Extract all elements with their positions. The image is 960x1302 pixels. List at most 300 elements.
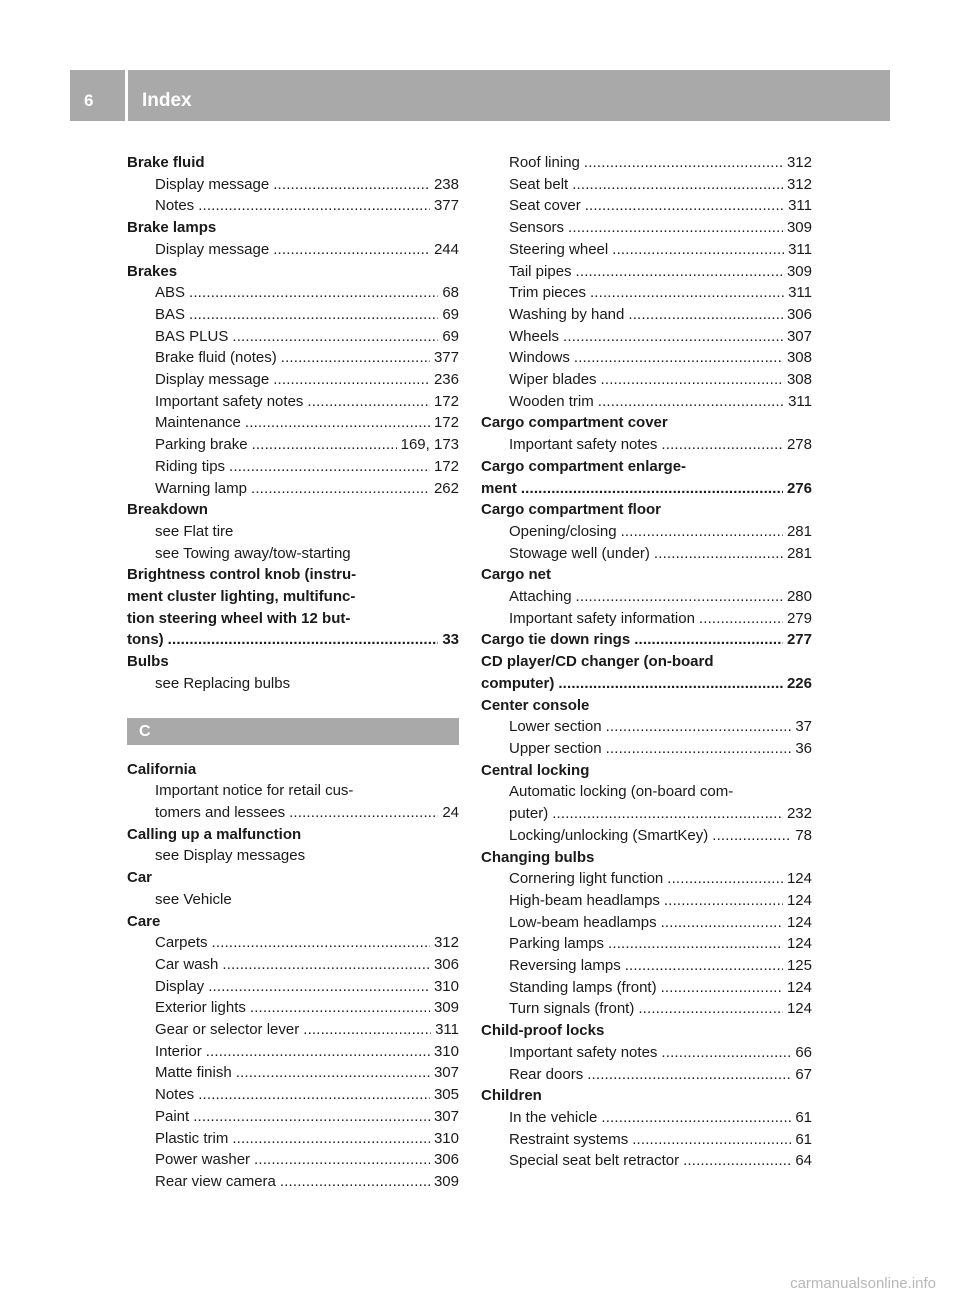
entry-label: Display message <box>155 240 270 258</box>
entry-label: Carpets <box>155 934 208 952</box>
index-entry <box>481 326 812 348</box>
page-reference: 36 <box>795 739 812 757</box>
index-entry <box>481 1129 812 1151</box>
page-reference: 124 <box>786 1000 812 1018</box>
header-divider <box>125 70 128 121</box>
entry-label: Special seat belt retractor <box>509 1152 680 1170</box>
index-entry <box>127 304 459 326</box>
page-reference: 61 <box>795 1108 812 1126</box>
entry-label: Cargo net <box>481 566 552 584</box>
dot-leader <box>608 933 783 955</box>
page-reference: 307 <box>786 327 812 345</box>
index-heading <box>127 564 459 586</box>
dot-leader <box>625 955 783 977</box>
page-reference: 232 <box>786 805 812 823</box>
page-reference: 311 <box>788 197 812 215</box>
index-entry <box>481 998 812 1020</box>
entry-label: see Replacing bulbs <box>155 674 291 692</box>
entry-label: see Flat tire <box>155 522 234 540</box>
entry-label: Paint <box>155 1107 190 1125</box>
entry-label: Turn signals (front) <box>509 1000 635 1018</box>
index-entry <box>127 802 459 824</box>
index-heading <box>127 152 459 174</box>
index-entry <box>481 868 812 890</box>
page-reference: 308 <box>786 349 812 367</box>
index-column-right <box>481 152 812 1172</box>
entry-label: Brightness control knob (instru- <box>127 566 357 584</box>
index-entry <box>127 845 459 867</box>
entry-label: Tail pipes <box>509 262 572 280</box>
entry-label: Important safety information <box>509 609 695 627</box>
entry-label: tomers and lessees <box>155 803 286 821</box>
index-heading <box>481 760 812 782</box>
index-heading <box>127 911 459 933</box>
page-reference: 306 <box>786 305 812 323</box>
index-entry <box>127 997 459 1019</box>
dot-leader <box>198 1084 430 1106</box>
page-reference: 78 <box>795 826 812 844</box>
page-number: 6 <box>84 91 94 110</box>
page-reference: 377 <box>433 197 459 215</box>
index-entry <box>127 282 459 304</box>
entry-label: Cargo compartment floor <box>481 501 662 519</box>
dot-leader <box>590 282 784 304</box>
dot-leader <box>661 977 783 999</box>
page-reference: 169, 173 <box>400 436 459 454</box>
page-reference: 37 <box>795 718 812 736</box>
dot-leader <box>572 174 783 196</box>
dot-leader <box>281 347 430 369</box>
dot-leader <box>254 1149 430 1171</box>
page-reference: 310 <box>433 1129 459 1147</box>
page-reference: 24 <box>442 803 459 821</box>
entry-label: Plastic trim <box>155 1129 229 1147</box>
page-reference: 172 <box>433 392 459 410</box>
dot-leader <box>634 629 783 651</box>
entry-label: Windows <box>509 349 570 367</box>
entry-label: tons) <box>127 631 164 649</box>
index-entry <box>481 282 812 304</box>
index-entry <box>127 1062 459 1084</box>
dot-leader <box>168 629 439 651</box>
page-reference: 309 <box>786 219 812 237</box>
entry-label: Display <box>155 977 205 995</box>
page-reference: 281 <box>786 522 812 540</box>
index-entry <box>481 434 812 456</box>
index-entry <box>127 521 459 543</box>
index-entry <box>481 933 812 955</box>
index-entry <box>127 1106 459 1128</box>
index-entry <box>127 932 459 954</box>
page-reference: 311 <box>788 392 812 410</box>
index-entry <box>481 543 812 565</box>
dot-leader <box>632 1129 791 1151</box>
index-entry <box>127 195 459 217</box>
index-entry <box>127 1019 459 1041</box>
index-entry <box>481 521 812 543</box>
dot-leader <box>638 998 783 1020</box>
dot-leader <box>289 802 438 824</box>
dot-leader <box>303 1019 431 1041</box>
entry-label: Cornering light function <box>509 870 664 888</box>
page-reference: 279 <box>786 609 812 627</box>
dot-leader <box>552 803 783 825</box>
index-entry <box>127 780 459 802</box>
entry-label: computer) <box>481 674 555 692</box>
index-heading <box>127 824 459 846</box>
dot-leader <box>273 369 430 391</box>
entry-label: Exterior lights <box>155 999 246 1017</box>
dot-leader <box>208 976 430 998</box>
dot-leader <box>612 239 784 261</box>
watermark: carmanualsonline.info <box>790 1275 936 1292</box>
entry-label: Display message <box>155 175 270 193</box>
dot-leader <box>250 997 430 1019</box>
page-reference: 124 <box>786 913 812 931</box>
index-heading <box>481 412 812 434</box>
entry-label: Wooden trim <box>509 392 594 410</box>
dot-leader <box>193 1106 430 1128</box>
dot-leader <box>654 543 783 565</box>
index-entry <box>127 673 459 695</box>
page-reference: 124 <box>786 870 812 888</box>
entry-label: Central locking <box>481 761 590 779</box>
index-entry <box>127 1149 459 1171</box>
dot-leader <box>521 478 783 500</box>
index-heading <box>127 759 459 781</box>
index-heading <box>481 1085 812 1107</box>
dot-leader <box>661 434 783 456</box>
page-reference: 281 <box>786 544 812 562</box>
dot-leader <box>683 1150 791 1172</box>
dot-leader <box>273 239 430 261</box>
page-header <box>70 70 890 121</box>
entry-label: Cargo compartment cover <box>481 414 668 432</box>
page-reference: 61 <box>795 1130 812 1148</box>
page-reference: 312 <box>433 934 459 952</box>
dot-leader <box>229 456 430 478</box>
entry-label: ment cluster lighting, multifunc- <box>127 588 356 606</box>
page-reference: 125 <box>786 957 812 975</box>
index-entry <box>481 912 812 934</box>
page-reference: 277 <box>786 631 812 649</box>
index-entry <box>127 391 459 413</box>
entry-label: Rear view camera <box>155 1172 276 1190</box>
page-reference: 69 <box>442 305 459 323</box>
page-reference: 67 <box>795 1065 812 1083</box>
page-reference: 244 <box>433 240 459 258</box>
page-reference: 311 <box>435 1021 459 1039</box>
entry-label: see Display messages <box>155 847 306 865</box>
entry-label: Lower section <box>509 718 602 736</box>
entry-label: Automatic locking (on-board com- <box>509 783 734 801</box>
entry-label: puter) <box>509 805 549 823</box>
index-heading <box>127 867 459 889</box>
page-reference: 306 <box>433 1151 459 1169</box>
entry-label: High-beam headlamps <box>509 891 660 909</box>
entry-label: Car wash <box>155 955 219 973</box>
index-heading <box>481 478 812 500</box>
entry-label: ment <box>481 479 517 497</box>
index-entry <box>127 954 459 976</box>
entry-label: Breakdown <box>127 501 208 519</box>
index-heading <box>481 629 812 651</box>
dot-leader <box>587 1064 791 1086</box>
entry-label: Important safety notes <box>509 1043 658 1061</box>
index-entry <box>481 738 812 760</box>
page-reference: 236 <box>433 371 459 389</box>
dot-leader <box>601 1107 791 1129</box>
entry-label: Changing bulbs <box>481 848 595 866</box>
dot-leader <box>273 174 430 196</box>
index-entry <box>127 1041 459 1063</box>
index-column-left <box>127 152 459 1193</box>
entry-label: California <box>127 760 197 778</box>
page-reference: 172 <box>433 457 459 475</box>
index-heading <box>481 1020 812 1042</box>
dot-leader <box>252 434 397 456</box>
index-entry <box>481 304 812 326</box>
page-reference: 278 <box>786 436 812 454</box>
dot-leader <box>606 716 792 738</box>
index-entry <box>127 976 459 998</box>
index-entry <box>127 239 459 261</box>
entry-label: see Vehicle <box>155 890 232 908</box>
index-entry <box>481 716 812 738</box>
entry-label: Important safety notes <box>509 436 658 454</box>
entry-label: see Towing away/tow-starting <box>155 544 351 562</box>
dot-leader <box>606 738 792 760</box>
entry-label: Parking lamps <box>509 935 605 953</box>
index-entry <box>481 781 812 803</box>
index-entry <box>127 174 459 196</box>
entry-label: BAS PLUS <box>155 327 229 345</box>
entry-label: Low-beam headlamps <box>509 913 657 931</box>
entry-label: Brake fluid <box>127 154 205 171</box>
index-entry <box>127 478 459 500</box>
section-letter-header: C <box>127 718 459 745</box>
index-entry <box>127 889 459 911</box>
page-reference: 68 <box>442 284 459 302</box>
page-reference: 124 <box>786 978 812 996</box>
page-reference: 262 <box>433 479 459 497</box>
entry-label: Power washer <box>155 1151 251 1169</box>
dot-leader <box>585 195 784 217</box>
page-reference: 309 <box>786 262 812 280</box>
index-entry <box>481 1107 812 1129</box>
dot-leader <box>236 1062 430 1084</box>
dot-leader <box>712 825 791 847</box>
index-entry <box>481 369 812 391</box>
page-reference: 306 <box>433 955 459 973</box>
entry-label: Parking brake <box>155 436 248 454</box>
dot-leader <box>568 217 783 239</box>
index-heading <box>481 456 812 478</box>
entry-label: Notes <box>155 1086 195 1104</box>
index-entry <box>127 347 459 369</box>
entry-label: In the vehicle <box>509 1108 598 1126</box>
entry-label: Reversing lamps <box>509 957 621 975</box>
entry-label: Restraint systems <box>509 1130 629 1148</box>
entry-label: ABS <box>155 284 186 302</box>
index-entry <box>481 174 812 196</box>
index-heading <box>127 608 459 630</box>
dot-leader <box>628 304 783 326</box>
entry-label: Center console <box>481 696 590 714</box>
index-entry <box>481 977 812 999</box>
index-heading <box>127 629 459 651</box>
dot-leader <box>699 608 783 630</box>
index-entry <box>481 261 812 283</box>
dot-leader <box>198 195 430 217</box>
page-reference: 172 <box>433 414 459 432</box>
dot-leader <box>222 954 430 976</box>
entry-label: Car <box>127 869 153 887</box>
index-entry <box>127 1171 459 1193</box>
dot-leader <box>598 391 784 413</box>
entry-label: Display message <box>155 371 270 389</box>
page-reference: 310 <box>433 977 459 995</box>
index-entry <box>481 890 812 912</box>
dot-leader <box>584 152 783 174</box>
dot-leader <box>601 369 783 391</box>
dot-leader <box>189 304 438 326</box>
entry-label: Child-proof locks <box>481 1022 605 1040</box>
index-entry <box>481 239 812 261</box>
entry-label: Attaching <box>509 588 572 606</box>
index-entry <box>127 434 459 456</box>
dot-leader <box>558 673 783 695</box>
dot-leader <box>189 282 438 304</box>
index-entry <box>127 326 459 348</box>
page-reference: 238 <box>433 175 459 193</box>
entry-label: Washing by hand <box>509 305 625 323</box>
index-heading <box>127 651 459 673</box>
index-entry <box>481 825 812 847</box>
index-entry <box>481 803 812 825</box>
index-heading <box>127 586 459 608</box>
dot-leader <box>206 1041 430 1063</box>
entry-label: Stowage well (under) <box>509 544 650 562</box>
entry-label: Trim pieces <box>509 284 586 302</box>
index-entry <box>481 391 812 413</box>
entry-label: Children <box>481 1087 542 1105</box>
page-title: Index <box>142 90 192 111</box>
dot-leader <box>563 326 783 348</box>
dot-leader <box>232 326 438 348</box>
entry-label: Interior <box>155 1042 202 1060</box>
dot-leader <box>280 1171 430 1193</box>
entry-label: Steering wheel <box>509 240 609 258</box>
index-entry <box>481 608 812 630</box>
index-entry <box>127 1084 459 1106</box>
dot-leader <box>661 1042 791 1064</box>
entry-label: BAS <box>155 305 186 323</box>
entry-label: Seat belt <box>509 175 569 193</box>
page-reference: 377 <box>433 349 459 367</box>
index-entry <box>481 1042 812 1064</box>
index-heading <box>481 847 812 869</box>
entry-label: tion steering wheel with 12 but- <box>127 609 351 627</box>
dot-leader <box>212 932 430 954</box>
entry-label: CD player/CD changer (on-board <box>481 653 714 671</box>
entry-label: Cargo compartment enlarge- <box>481 457 687 475</box>
dot-leader <box>251 478 430 500</box>
index-entry <box>127 456 459 478</box>
entry-label: Wiper blades <box>509 371 597 389</box>
page-reference: 312 <box>786 175 812 193</box>
page-reference: 307 <box>433 1064 459 1082</box>
page-reference: 33 <box>442 631 459 649</box>
entry-label: Locking/unlocking (SmartKey) <box>509 826 709 844</box>
index-entry <box>481 347 812 369</box>
dot-leader <box>667 868 783 890</box>
page-reference: 309 <box>433 999 459 1017</box>
index-heading <box>481 499 812 521</box>
page-reference: 64 <box>795 1152 812 1170</box>
entry-label: Matte finish <box>155 1064 232 1082</box>
dot-leader <box>621 521 783 543</box>
index-entry <box>481 195 812 217</box>
page-reference: 308 <box>786 371 812 389</box>
entry-label: Cargo tie down rings <box>481 631 631 649</box>
dot-leader <box>576 261 783 283</box>
page-reference: 226 <box>786 674 812 692</box>
index-heading <box>127 217 459 239</box>
page-reference: 309 <box>433 1172 459 1190</box>
index-entry <box>127 412 459 434</box>
index-heading <box>127 261 459 283</box>
page-reference: 311 <box>788 284 812 302</box>
index-entry <box>127 369 459 391</box>
page-reference: 280 <box>786 588 812 606</box>
index-heading <box>481 564 812 586</box>
index-entry <box>481 152 812 174</box>
entry-label: Brake lamps <box>127 219 217 237</box>
entry-label: Important notice for retail cus- <box>155 782 354 800</box>
index-entry <box>481 1150 812 1172</box>
entry-label: Brakes <box>127 262 178 280</box>
dot-leader <box>232 1128 430 1150</box>
page-reference: 66 <box>795 1043 812 1061</box>
entry-label: Opening/closing <box>509 522 617 540</box>
index-entry <box>127 1128 459 1150</box>
page-reference: 307 <box>433 1107 459 1125</box>
page-reference: 311 <box>788 240 812 258</box>
entry-label: Care <box>127 912 161 930</box>
index-entry <box>127 543 459 565</box>
page-reference: 312 <box>786 154 812 171</box>
dot-leader <box>574 347 783 369</box>
entry-label: Notes <box>155 197 195 215</box>
entry-label: Warning lamp <box>155 479 247 497</box>
page-reference: 124 <box>786 891 812 909</box>
index-entry <box>481 1064 812 1086</box>
dot-leader <box>576 586 783 608</box>
index-entry <box>481 586 812 608</box>
dot-leader <box>661 912 783 934</box>
entry-label: Rear doors <box>509 1065 584 1083</box>
entry-label: Calling up a malfunction <box>127 825 302 843</box>
page-reference: 124 <box>786 935 812 953</box>
index-entry <box>481 955 812 977</box>
index-heading <box>481 651 812 673</box>
index-heading <box>481 695 812 717</box>
entry-label: Seat cover <box>509 197 581 215</box>
entry-label: Bulbs <box>127 653 169 671</box>
entry-label: Important safety notes <box>155 392 304 410</box>
entry-label: Brake fluid (notes) <box>155 349 277 367</box>
